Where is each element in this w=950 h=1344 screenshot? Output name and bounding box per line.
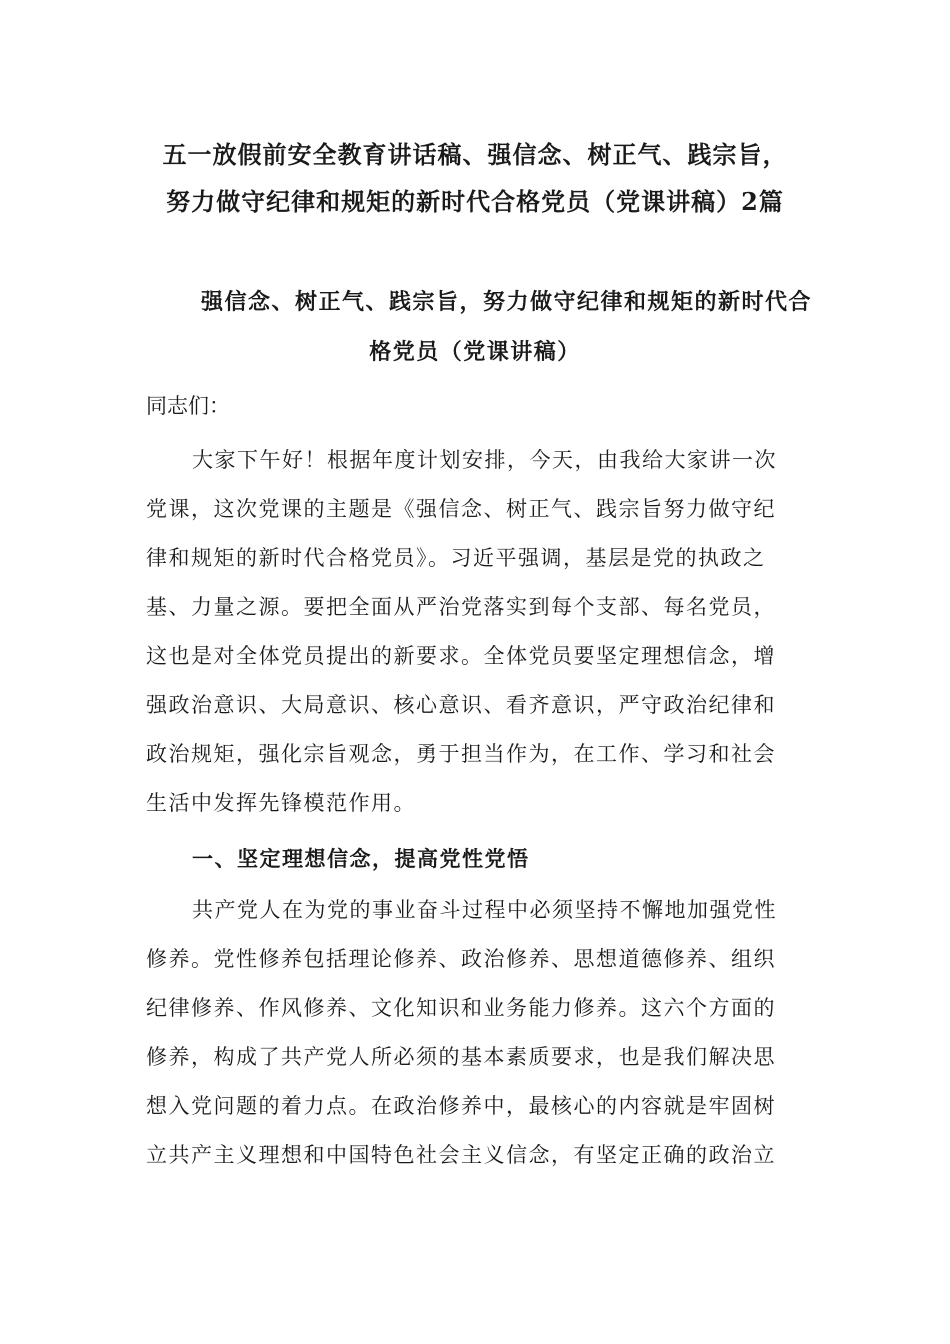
- subtitle-line-2: 格党员（党课讲稿）: [369, 339, 581, 365]
- paragraph-line: 修养，构成了共产党人所必须的基本素质要求，也是我们解决思: [146, 1045, 776, 1069]
- paragraph-line: 政治规矩，强化宗旨观念，勇于担当作为，在工作、学习和社会: [146, 742, 776, 766]
- section-1-heading: 一、坚定理想信念，提高党性党悟: [192, 846, 530, 871]
- paragraph-line: 纪律修养、作风修养、文化知识和业务能力修养。这六个方面的: [146, 996, 776, 1020]
- paragraph-line: 生活中发挥先锋模范作用。: [146, 791, 416, 815]
- paragraph-line: 修养。党性修养包括理论修养、政治修养、思想道德修养、组织: [146, 947, 776, 971]
- paragraph-2: [146, 886, 806, 1180]
- paragraph-line: 想入党问题的着力点。在政治修养中，最核心的内容就是牢固树: [146, 1094, 776, 1118]
- document-title-line-2: 努力做守纪律和规矩的新时代合格党员（党课讲稿）2篇: [166, 187, 784, 216]
- paragraph-line: 强政治意识、大局意识、核心意识、看齐意识，严守政治纪律和: [146, 693, 776, 717]
- paragraph-line: 基、力量之源。要把全面从严治党落实到每个支部、每名党员，: [146, 595, 776, 619]
- document-title-line-1: 五一放假前安全教育讲话稿、强信念、树正气、践宗旨，: [162, 140, 788, 169]
- paragraph-1: [146, 436, 806, 828]
- salutation: 同志们：: [146, 394, 230, 418]
- paragraph-line: 大家下午好！根据年度计划安排，今天，由我给大家讲一次: [192, 448, 777, 472]
- paragraph-line: 党课，这次党课的主题是《强信念、树正气、践宗旨努力做守纪: [146, 497, 776, 521]
- paragraph-line: 这也是对全体党员提出的新要求。全体党员要坚定理想信念，增: [146, 644, 776, 668]
- paragraph-line: 共产党人在为党的事业奋斗过程中必须坚持不懈地加强党性: [192, 898, 777, 922]
- paragraph-line: 律和规矩的新时代合格党员》。习近平强调，基层是党的执政之: [146, 546, 766, 570]
- subtitle-line-1: 强信念、树正气、践宗旨，努力做守纪律和规矩的新时代合: [201, 289, 813, 315]
- paragraph-line: 立共产主义理想和中国特色社会主义信念，有坚定正确的政治立: [146, 1143, 776, 1167]
